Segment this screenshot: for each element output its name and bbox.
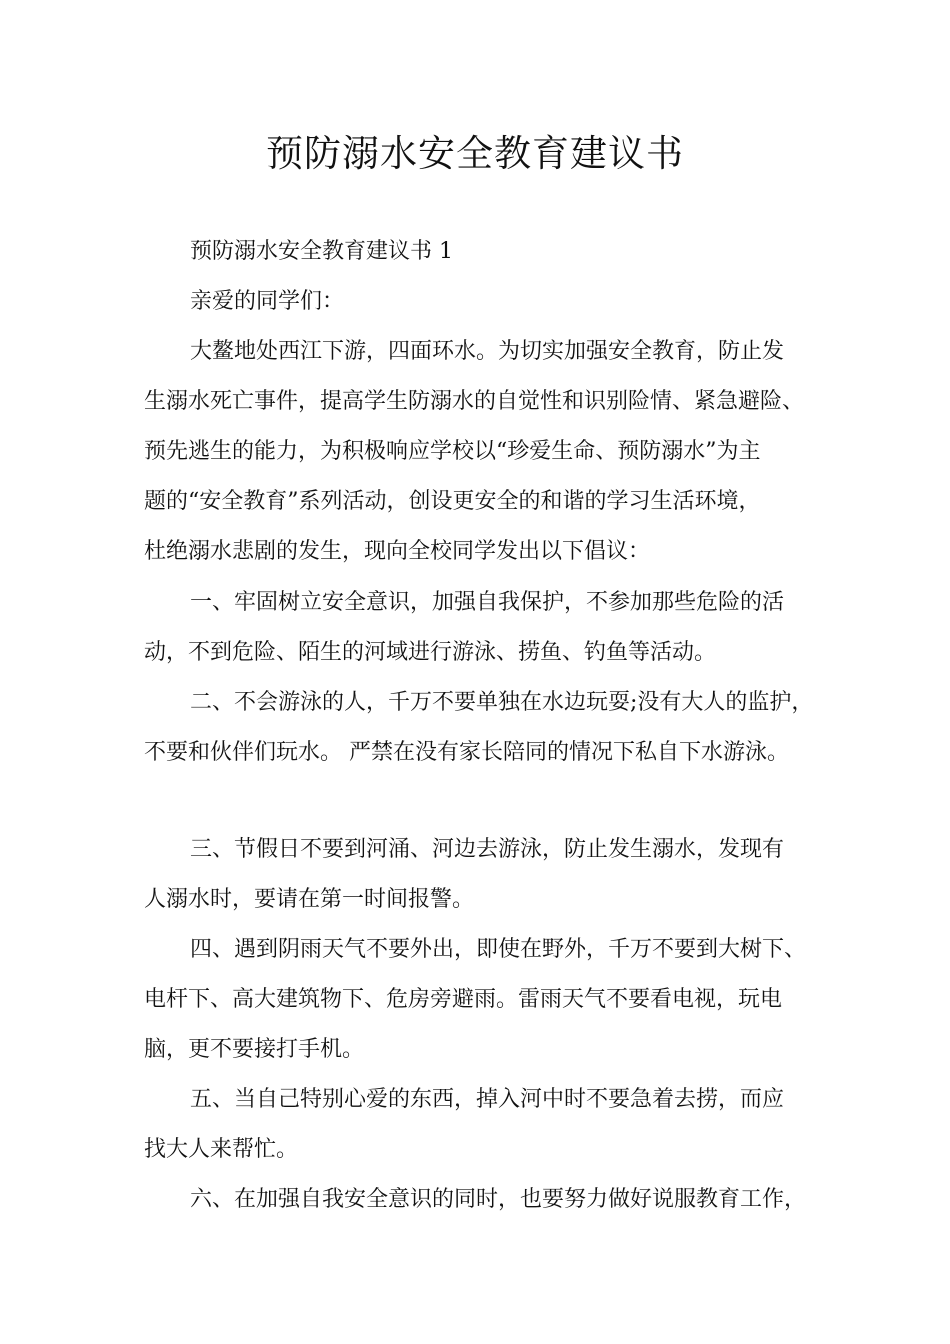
item-three-line: 人溺水时，要请在第一时间报警。: [144, 887, 475, 912]
intro-paragraph-line: 题的“安全教育”系列活动，创设更安全的和谐的学习生活环境，: [144, 489, 761, 514]
intro-paragraph-line: 生溺水死亡事件，提高学生防溺水的自觉性和识别险情、紧急避险、: [144, 389, 805, 414]
intro-paragraph-line: 大鳌地处西江下游，四面环水。为切实加强安全教育，防止发: [190, 339, 785, 364]
item-four-line: 脑，更不要接打手机。: [144, 1037, 365, 1062]
item-one-line: 一、牢固树立安全意识，加强自我保护，不参加那些危险的活: [190, 590, 785, 615]
item-five-line: 五、当自己特别心爱的东西，掉入河中时不要急着去捞，而应: [190, 1087, 785, 1112]
item-one-line: 动，不到危险、陌生的河域进行游泳、捞鱼、钓鱼等活动。: [144, 640, 717, 665]
item-two-line: 不要和伙伴们玩水。 严禁在没有家长陪同的情况下私自下水游泳。: [144, 740, 789, 765]
item-four-line: 四、遇到阴雨天气不要外出，即使在野外，千万不要到大树下、: [190, 937, 807, 962]
item-five-line: 找大人来帮忙。: [144, 1137, 299, 1162]
intro-paragraph-line: 预先逃生的能力，为积极响应学校以“珍爱生命、预防溺水”为主: [144, 439, 761, 464]
item-three-line: 三、节假日不要到河涌、河边去游泳，防止发生溺水，发现有: [190, 837, 785, 862]
subtitle-line: 预防溺水安全教育建议书 1: [190, 239, 453, 264]
page-title: 预防溺水安全教育建议书: [266, 132, 684, 175]
item-four-line: 电杆下、高大建筑物下、危房旁避雨。雷雨天气不要看电视，玩电: [144, 987, 783, 1012]
item-six-line: 六、在加强自我安全意识的同时，也要努力做好说服教育工作，: [190, 1187, 807, 1212]
salutation-line: 亲爱的同学们：: [190, 289, 345, 314]
intro-paragraph-line: 杜绝溺水悲剧的发生，现向全校同学发出以下倡议：: [144, 539, 651, 564]
item-two-line: 二、不会游泳的人，千万不要单独在水边玩耍;没有大人的监护，: [190, 690, 814, 715]
